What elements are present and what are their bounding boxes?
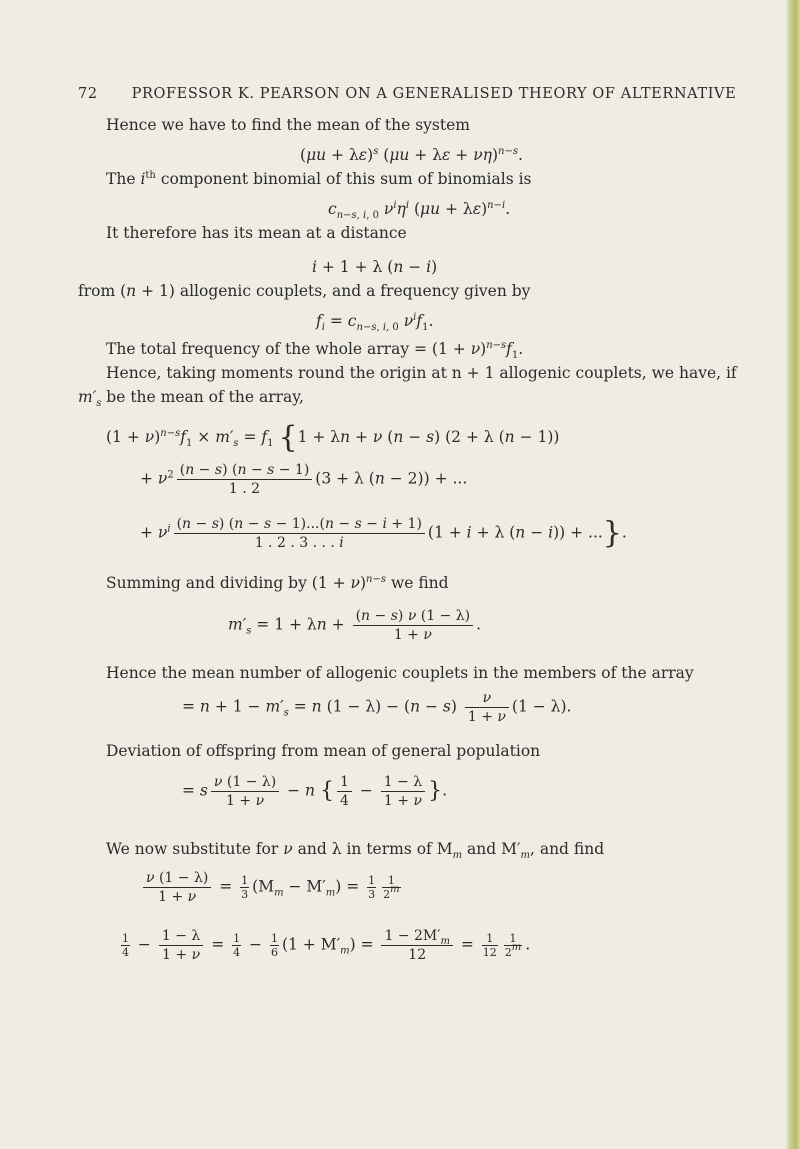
paragraph-line: The $i^{th}$ component binomial of this sum of binomials is <box>106 170 532 188</box>
paragraph-line: Deviation of offspring from mean of general population <box>106 742 541 760</box>
paragraph-line: $m'_s$ be the mean of the array, <box>78 388 304 409</box>
equation-moments-1: $(1 + \nu)^{n-s}f_1 \times m'_s = f_1$ {1 + λn + ν (n − s) (2 + λ (n − 1)) <box>106 420 560 455</box>
paragraph-line: We now substitute for ν and λ in terms of $M_m$ and $M'_m$, and find <box>106 840 605 861</box>
paragraph-line: It therefore has its mean at a distance <box>106 224 407 242</box>
paragraph-line: Hence we have to find the mean of the system <box>106 116 470 134</box>
equation-deviation: = s $\frac{\nu (1 - \lambda)}{1 + \nu}$ − n { $\frac{1}{4}$ − $\frac{1 - \lambda}{1 + \nu}$ }. <box>182 774 448 809</box>
equation-mean: $m'_s = 1 + \lambda n$ + $\frac{(n - s) \nu (1 - \lambda)}{1 + \nu}$ . <box>228 608 482 643</box>
page-edge <box>786 0 800 1149</box>
running-header <box>78 86 768 102</box>
paragraph-line: Hence the mean number of allogenic couplets in the members of the array <box>106 664 694 682</box>
paragraph-line: Summing and dividing by $(1 + \nu)^{n-s}$ we find <box>106 574 449 592</box>
equation-substitution-1: $\frac{\nu (1 - \lambda)}{1 + \nu}$ = $\frac{1}{3}$ $(M_m - M'_m)$ = $\frac{1}{3}$ $\frac{1}{2^m}$ <box>140 870 404 905</box>
equation-substitution-2: $\frac{1}{4}$ − $\frac{1 - \lambda}{1 + \nu}$ = $\frac{1}{4}$ − $\frac{1}{6}$ $(1 + M'_m)$ = $\frac{1 - 2M'_m}{12}$ = $\frac{1}{12}$ $\frac{1}{2^m}$ . <box>122 928 531 963</box>
paragraph-line: The total frequency of the whole array = $(1 + \nu)^{n-s}f_1$. <box>106 340 524 361</box>
running-title: PROFESSOR K. PEARSON ON A GENERALISED THEORY OF ALTERNATIVE <box>131 86 737 102</box>
equation-moments-3: + $\nu^i$ $\frac{(n - s) (n - s - 1)...(n - s - i + 1)}{1 . 2 . 3 . . . i}$ (1 + i + λ (n − i)) + ...}. <box>140 515 627 551</box>
page-number: 72 <box>78 86 98 102</box>
equation-distance: i + 1 + λ (n − i) <box>312 258 438 276</box>
equation-moments-2: + $\nu^2$ $\frac{(n - s) (n - s - 1)}{1 . 2}$ (3 + λ (n − 2)) + ... <box>140 462 468 497</box>
equation-frequency: $f_i = c_{n-s, i, 0}$ $\nu^if_1$. <box>316 312 434 333</box>
equation-mean-number: = $n + 1 - m'_s = n$ (1 − λ) − (n − s) $\frac{\nu}{1 + \nu}$ (1 − λ). <box>182 690 572 725</box>
paragraph-line: from (n + 1) allogenic couplets, and a frequency given by <box>78 282 531 300</box>
equation-system: $(\mu u + \lambda\varepsilon)^s$ $(\mu u + \lambda\varepsilon + \nu\eta)^{n-s}$. <box>300 146 523 164</box>
equation-component: $c_{n-s, i, 0}$ $\nu^i\eta^i$ $(\mu u + \lambda\varepsilon)^{n-i}$. <box>328 200 511 221</box>
paragraph-line: Hence, taking moments round the origin at n + 1 allogenic couplets, we have, if <box>106 364 737 382</box>
